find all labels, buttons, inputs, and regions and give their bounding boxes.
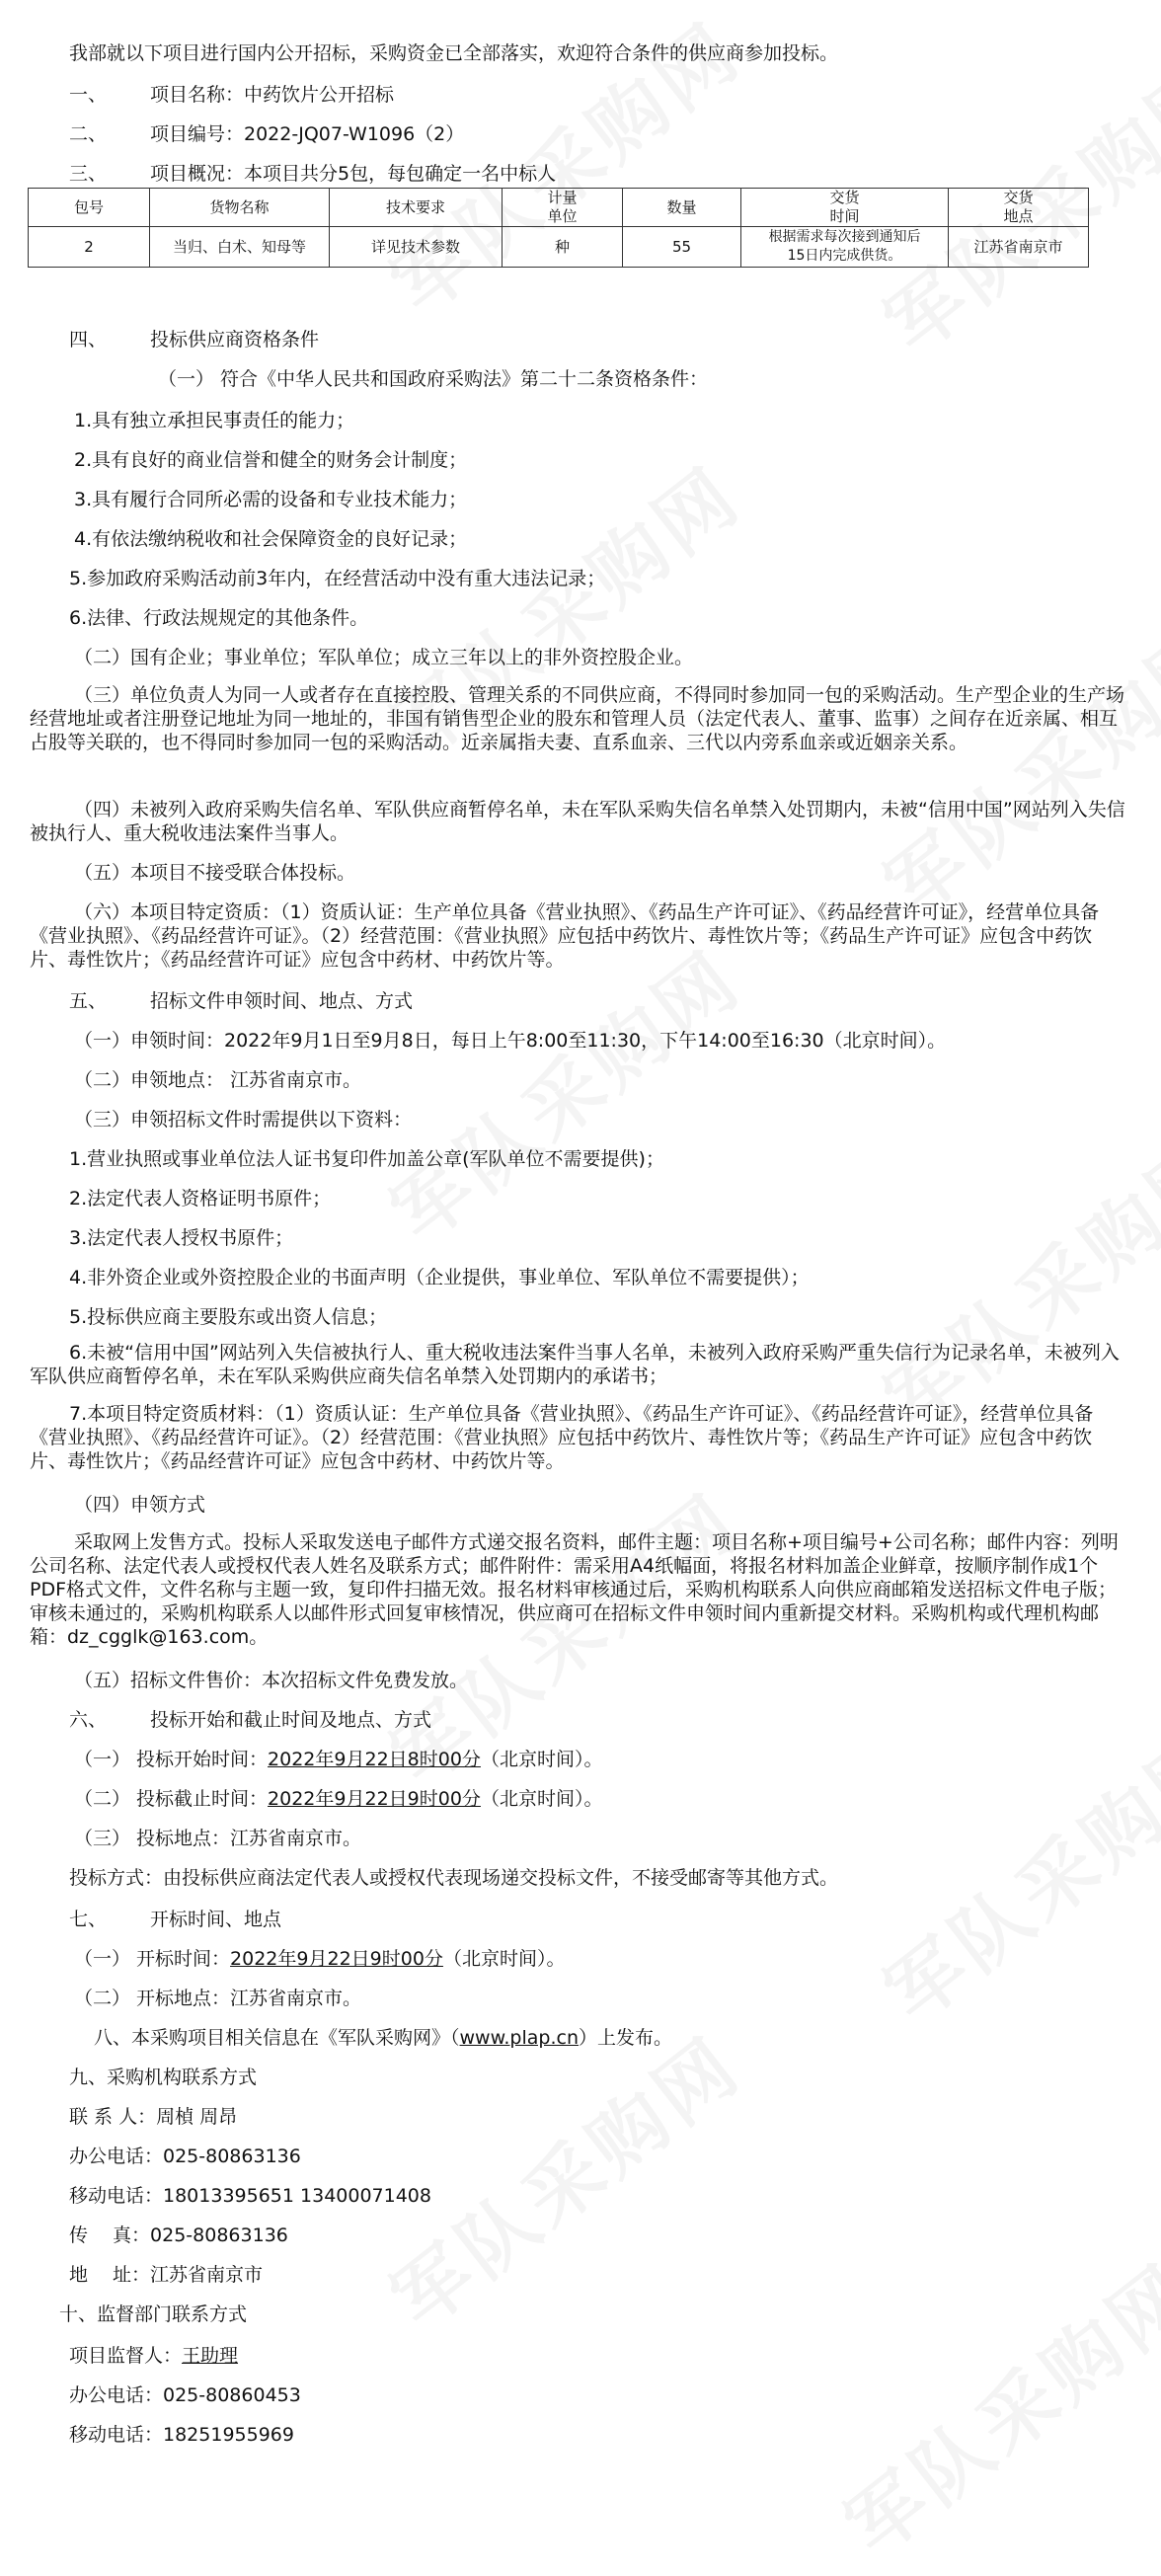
field-value: 2022年9月22日8时00分 — [268, 1749, 481, 1770]
material-item: 6.未被“信用中国”网站列入失信被执行人、重大税收违法案件当事人名单，未被列入政府采购严重失信行为记录名单，未被列入军队供应商暂停名单，未在军队采购供应商失信名单禁入处罚期内的承诺书； — [30, 1342, 1120, 1387]
section-title: 开标时间、地点 — [150, 1909, 282, 1930]
field-value: 2022年9月22日9时00分 — [268, 1788, 481, 1810]
text-prefix: 八、本采购项目相关信息在《军队采购网》（ — [94, 2027, 460, 2049]
sub-paragraph: （三）单位负责人为同一人或者存在直接控股、管理关系的不同供应商，不得同时参加同一包的采购活动。生产型企业的生产场经营地址或者注册登记地址为同一地址的，非国有销售型企业的股东和管理人员（法定代表人、董事、监事）之间存在近亲属、相互占股等关联的，也不得同时参加同一包的采购活动。近亲属指夫妻、直系血亲、三代以内旁系血亲或近姻亲关系。 — [30, 684, 1125, 753]
section-number: 四、 — [69, 329, 108, 351]
address: 地 址：江苏省南京市 — [69, 2264, 264, 2286]
watermark — [859, 1109, 1161, 1451]
sub-paragraph: （六）本项目特定资质：（1）资质认证：生产单位具备《营业执照》、《药品生产许可证》、《药品经营许可证》，经营单位具备《营业执照》、《药品经营许可证》。（2）经营范围：《营业执照》应包括中药饮片、毒性饮片等；《药品生产许可证》应包含中药饮片、毒性饮片；《药品经营许可证》应包含中药材、中药饮片等。 — [30, 901, 1100, 971]
package-table — [28, 188, 1089, 268]
sub-paragraph: （二） 开标地点：江苏省南京市。 — [74, 1988, 362, 2009]
table-header-cell: 交货 地点 — [949, 189, 1089, 227]
field-label: （一） 投标开始时间： — [74, 1749, 269, 1770]
website-link[interactable]: www.plap.cn — [459, 2027, 580, 2049]
material-item: 5.投标供应商主要股东或出资人信息； — [69, 1306, 388, 1328]
field-value: 王助理 — [182, 2345, 239, 2367]
intro-text: 我部就以下项目进行国内公开招标，采购资金已全部落实，欢迎符合条件的供应商参加投标。 — [69, 42, 839, 64]
table-cell: 2 — [29, 227, 150, 268]
section-heading — [69, 1708, 431, 1732]
field-label: （一） 开标时间： — [74, 1948, 231, 1970]
sub-paragraph: （三）申领招标文件时需提供以下资料： — [74, 1109, 413, 1131]
sub-paragraph: （四）申领方式 — [74, 1494, 206, 1516]
field-label: （二） 投标截止时间： — [74, 1788, 269, 1810]
condition-item: 1.具有独立承担民事责任的能力； — [74, 410, 355, 431]
section-heading: 十、监督部门联系方式 — [59, 2303, 248, 2325]
material-item: 4.非外资企业或外资控股企业的书面声明（企业提供，事业单位、军队单位不需要提供）； — [69, 1267, 810, 1288]
table-cell: 根据需求每次接到通知后 15日内完成供货。 — [741, 227, 949, 268]
info-publish-line — [94, 2026, 672, 2050]
section-title: 招标文件申领时间、地点、方式 — [150, 990, 414, 1012]
mobile-phone: 移动电话：18013395651 13400071408 — [69, 2185, 431, 2207]
sub-paragraph: 投标方式：由投标供应商法定代表人或授权代表现场递交投标文件，不接受邮寄等其他方式。 — [69, 1867, 839, 1889]
bid-start-time — [74, 1748, 602, 1771]
field-suffix: （北京时间）。 — [480, 1749, 603, 1770]
sub-paragraph: （五）本项目不接受联合体投标。 — [74, 862, 356, 884]
table-cell: 种 — [503, 227, 623, 268]
table-header-cell: 交货 时间 — [741, 189, 949, 227]
field-suffix: （北京时间）。 — [442, 1948, 566, 1970]
watermark — [365, 2007, 760, 2350]
item-text: 项目编号：2022-JQ07-W1096（2） — [150, 123, 465, 145]
sub-paragraph: （三） 投标地点：江苏省南京市。 — [74, 1828, 362, 1849]
condition-item: 3.具有履行合同所必需的设备和专业技术能力； — [74, 489, 468, 510]
table-header-cell: 技术要求 — [330, 189, 503, 227]
section-number: 六、 — [69, 1709, 108, 1731]
material-item: 3.法定代表人授权书原件； — [69, 1227, 294, 1249]
condition-item: 5.参加政府采购活动前3年内，在经营活动中没有重大违法记录； — [69, 568, 606, 589]
material-item: 7.本项目特定资质材料：（1）资质认证：生产单位具备《营业执照》、《药品生产许可证》、《药品经营许可证》，经营单位具备《营业执照》、《药品经营许可证》。（2）经营范围：《营业执照》应包括中药饮片、毒性饮片等；《药品生产许可证》应包含中药饮片、毒性饮片；《药品经营许可证》应包含中药材、中药饮片等。 — [30, 1403, 1094, 1472]
text-suffix: ）上发布。 — [579, 2027, 673, 2049]
sub-paragraph: （二）国有企业；事业单位；军队单位；成立三年以上的非外资控股企业。 — [74, 647, 694, 668]
watermark — [859, 1701, 1161, 2044]
section-title: 投标供应商资格条件 — [150, 329, 320, 351]
table-header-cell: 数量 — [623, 189, 741, 227]
item-project-overview — [69, 162, 556, 186]
sub-paragraph: （一） 符合《中华人民共和国政府采购法》第二十二条资格条件： — [158, 368, 709, 390]
section-heading — [69, 989, 413, 1013]
item-text: 项目名称：中药饮片公开招标 — [150, 84, 395, 106]
item-number: 三、 — [69, 163, 108, 185]
opening-time — [74, 1947, 565, 1971]
table-header-row — [29, 189, 1089, 227]
item-project-code — [69, 122, 464, 146]
item-text: 项目概况：本项目共分5包，每包确定一名中标人 — [150, 163, 557, 185]
sub-paragraph: （五）招标文件售价：本次招标文件免费发放。 — [74, 1670, 469, 1691]
item-number: 一、 — [69, 84, 108, 106]
table-header-cell: 包号 — [29, 189, 150, 227]
mobile-phone: 移动电话：18251955969 — [69, 2424, 294, 2446]
item-project-name — [69, 83, 394, 107]
condition-item: 6.法律、行政法规规定的其他条件。 — [69, 607, 369, 629]
sub-paragraph: （一）申领时间：2022年9月1日至9月8日，每日上午8:00至11:30，下午14:00至16:30（北京时间）。 — [74, 1030, 947, 1052]
section-number: 七、 — [69, 1909, 108, 1930]
table-cell: 江苏省南京市 — [949, 227, 1089, 268]
contact-person: 联 系 人：周楨 周昂 — [69, 2106, 238, 2128]
section-heading — [69, 1908, 281, 1931]
material-item: 2.法定代表人资格证明书原件； — [69, 1188, 332, 1210]
table-cell: 55 — [623, 227, 741, 268]
condition-item: 4.有依法缴纳税收和社会保障资金的良好记录； — [74, 528, 468, 550]
office-phone: 办公电话：025-80860453 — [69, 2384, 301, 2406]
item-number: 二、 — [69, 123, 108, 145]
table-header-cell: 货物名称 — [150, 189, 330, 227]
table-cell: 详见技术参数 — [330, 227, 503, 268]
table-header-cell: 计量 单位 — [503, 189, 623, 227]
bid-end-time — [74, 1787, 602, 1811]
watermark — [365, 921, 760, 1264]
section-title: 投标开始和截止时间及地点、方式 — [150, 1709, 432, 1731]
sub-paragraph: （四）未被列入政府采购失信名单、军队供应商暂停名单，未在军队采购失信名单禁入处罚期内，未被“信用中国”网站列入失信被执行人、重大税收违法案件当事人。 — [30, 799, 1125, 844]
section-number: 五、 — [69, 990, 108, 1012]
section-heading: 九、采购机构联系方式 — [69, 2067, 258, 2088]
watermark — [859, 595, 1161, 938]
sub-paragraph: （二）申领地点： 江苏省南京市。 — [74, 1069, 362, 1091]
section-heading — [69, 328, 319, 351]
table-row — [29, 227, 1089, 268]
sub-paragraph: 采取网上发售方式。投标人采取发送电子邮件方式递交报名资料，邮件主题：项目名称+项目编号+公司名称；邮件内容：列明公司名称、法定代表人或授权代表人姓名及联系方式；邮件附件：需采用A4纸幅面，将报名材料加盖企业鲜章，按顺序制作成1个PDF格式文件，文件名称与主题一致，复印件扫描无效。报名材料审核通过后，采购机构联系人向供应商邮箱发送招标文件电子版；审核未通过的，采购机构联系人以邮件形式回复审核情况，供应商可在招标文件申领时间内重新提交材料。采购机构或代理机构邮箱：dz_cgglk@163.com。 — [30, 1531, 1119, 1648]
watermark — [819, 2234, 1161, 2576]
fax-number: 传 真：025-80863136 — [69, 2225, 288, 2246]
field-value: 2022年9月22日9时00分 — [230, 1948, 443, 1970]
supervisor — [69, 2344, 238, 2368]
field-label: 项目监督人： — [69, 2345, 183, 2367]
material-item: 1.营业执照或事业单位法人证书复印件加盖公章(军队单位不需要提供)； — [69, 1148, 664, 1170]
field-suffix: （北京时间）。 — [480, 1788, 603, 1810]
table-cell: 当归、白术、知母等 — [150, 227, 330, 268]
condition-item: 2.具有良好的商业信誉和健全的财务会计制度； — [74, 449, 468, 471]
office-phone: 办公电话：025-80863136 — [69, 2146, 301, 2167]
